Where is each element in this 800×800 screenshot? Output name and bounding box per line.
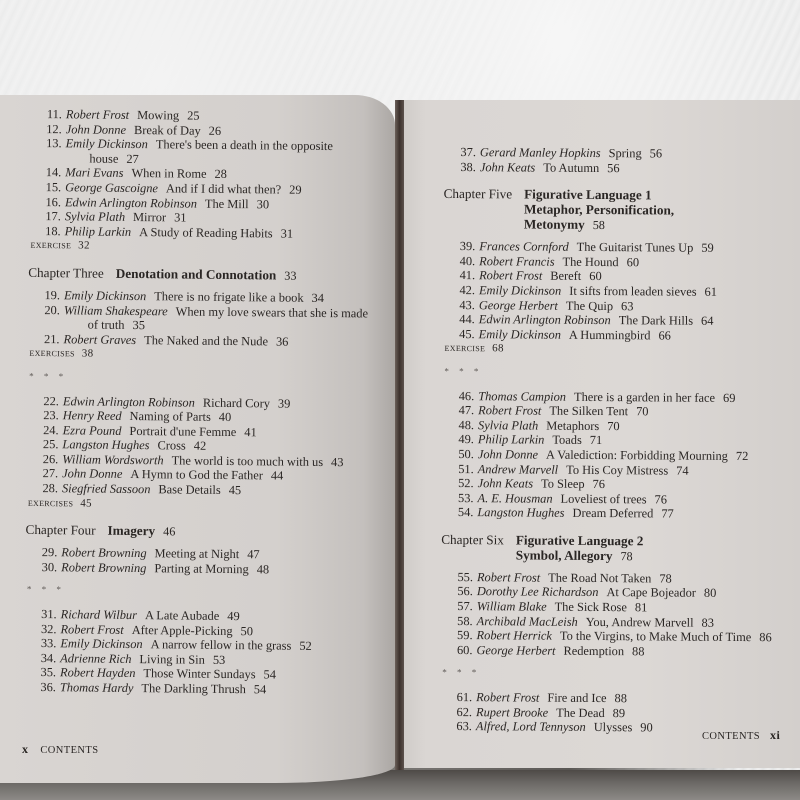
entry-author: Langston Hughes (477, 505, 565, 521)
chapter-label: Chapter Three (28, 264, 104, 281)
chapter-title-line (516, 547, 644, 564)
entry-page: 53 (212, 652, 226, 667)
entry-author: John Donne (477, 447, 539, 462)
toc-entry (37, 136, 382, 169)
entry-number: 62. (456, 704, 473, 719)
entry-number: 19. (44, 288, 61, 303)
entry-page: 77 (661, 506, 674, 521)
entry-number: 39. (459, 239, 476, 254)
chapter-title-line (524, 202, 674, 218)
entry-title: The Naked and the Nude (144, 332, 269, 349)
entry-title: Living in Sin (139, 651, 205, 667)
entry-author: Robert Browning (61, 560, 147, 576)
entry-number: 25. (42, 437, 59, 452)
entry-title: Naming of Parts (129, 409, 211, 424)
page-number: x (22, 742, 29, 756)
entry-title: Bereft (550, 269, 582, 284)
entry-number: 11. (46, 107, 62, 122)
entry-number: 54. (457, 505, 474, 520)
entry-page: 34 (311, 290, 325, 305)
right-page-contents (441, 145, 792, 736)
entry-author: John Donne (62, 466, 123, 482)
entry-number: 53. (457, 490, 474, 505)
entry-number: 29. (41, 545, 58, 560)
entry-title: Cross (157, 438, 186, 453)
entry-title: The world is too much with us (171, 453, 324, 469)
entry-author: Robert Frost (476, 570, 541, 585)
entry-page: 86 (759, 630, 772, 645)
entry-number: 18. (45, 223, 61, 238)
entry-title: Break of Day (133, 122, 201, 138)
entry-author: Robert Herrick (476, 628, 552, 643)
entry-number: 51. (458, 461, 474, 476)
entry-number: 61. (456, 690, 473, 705)
entry-author: Robert Browning (61, 545, 147, 561)
entry-number: 57. (457, 599, 473, 614)
chapter-title-text: Denotation and Connotation (115, 265, 277, 283)
entry-author: Robert Hayden (60, 665, 136, 681)
entry-page: 48 (256, 562, 270, 577)
entry-title: The Guitarist Tunes Up (576, 240, 694, 255)
entry-title: A Late Aubade (144, 608, 220, 623)
entry-page: 64 (701, 313, 714, 328)
left-page-contents (25, 107, 383, 698)
entry-author: Philip Larkin (64, 224, 132, 239)
entry-page: 30 (256, 196, 270, 211)
entry-number: 31. (41, 607, 57, 622)
entry-number: 13. (46, 136, 62, 151)
entry-page: 70 (607, 418, 620, 433)
toc-entry (36, 303, 381, 336)
entry-author: Emily Dickinson (60, 636, 143, 652)
entry-number: 49. (458, 432, 474, 447)
chapter-title (107, 523, 175, 540)
entry-author: William Shakespeare (63, 302, 168, 318)
entry-author: Sylvia Plath (64, 209, 126, 225)
exercise-page: 68 (492, 342, 504, 355)
entry-title: Redemption (563, 643, 625, 659)
entry-number: 38. (460, 159, 476, 174)
entry-title: A narrow fellow in the grass (150, 637, 292, 653)
entry-number: 22. (43, 393, 59, 408)
entry-page: 35 (132, 318, 146, 333)
entry-number: 47. (458, 403, 475, 418)
page-number: xi (770, 728, 781, 742)
toc-entry (449, 505, 789, 522)
toc-entry (33, 560, 378, 578)
chapter-title-text: Imagery (107, 523, 156, 539)
entry-number: 48. (458, 417, 475, 432)
entry-page: 36 (275, 334, 289, 349)
entry-number: 14. (45, 165, 62, 180)
entry-number: 58. (457, 613, 473, 628)
entry-title: A Study of Reading Habits (139, 224, 273, 241)
chapter-five-heading (443, 186, 791, 234)
entry-page: 88 (632, 644, 645, 659)
toc-entry (448, 643, 788, 660)
entry-page: 28 (214, 167, 227, 182)
entry-title: Toads (552, 433, 582, 448)
entry-number: 42. (459, 283, 476, 298)
exercise-text: exercises (29, 347, 75, 360)
exercise-page: 38 (81, 347, 94, 360)
entry-number: 41. (459, 268, 476, 283)
chapter-title-text: Symbol, Allegory (515, 547, 613, 564)
toc-entry (450, 447, 790, 464)
chapter-six-heading (441, 532, 789, 565)
exercise-text: exercise (444, 342, 486, 355)
exercise-label (445, 341, 791, 358)
entry-page: 80 (703, 586, 717, 601)
chapter-title-line (524, 187, 674, 203)
entry-number: 23. (43, 408, 59, 423)
entry-title: Meeting at Night (154, 546, 240, 562)
entry-page: 61 (704, 284, 717, 299)
entry-number: 44. (459, 312, 475, 327)
entry-title: The Dead (556, 705, 605, 720)
chapter-title-text: Figurative Language 2 (515, 532, 644, 549)
entry-title: To the Virgins, to Make Much of Time (559, 629, 752, 645)
chapter-title (524, 187, 674, 234)
entry-title: A Hymn to God the Father (130, 467, 263, 483)
entry-title-continued: of truth (87, 317, 125, 333)
entry-author: John Keats (477, 476, 534, 491)
entry-page: 45 (228, 483, 242, 498)
entry-author: Robert Frost (476, 690, 540, 705)
entry-author: Thomas Hardy (59, 680, 134, 696)
entry-number: 33. (40, 636, 57, 651)
entry-page: 42 (193, 438, 207, 454)
entry-author: Robert Frost (60, 621, 124, 637)
entry-author: George Herbert (476, 643, 556, 658)
chapter-title-line (116, 266, 297, 284)
entry-title: And if I did what then? (165, 181, 282, 197)
entry-page: 44 (270, 468, 284, 484)
entry-number: 16. (45, 194, 62, 209)
entry-author: Edwin Arlington Robinson (62, 393, 195, 410)
section-separator: * * * (26, 584, 65, 595)
entry-page: 43 (330, 454, 344, 470)
entry-author: William Wordsworth (62, 452, 164, 468)
chapter-page: 78 (620, 549, 633, 564)
entry-title: To Sleep (541, 476, 585, 492)
entry-number: 55. (457, 569, 474, 585)
entry-author: A. E. Housman (477, 490, 553, 506)
chapter-title-line (516, 532, 644, 548)
entry-author: Emily Dickinson (65, 136, 148, 152)
chapter-label: Chapter Six (441, 531, 504, 548)
entry-title: You, Andrew Marvell (585, 614, 694, 630)
entry-page: 26 (208, 123, 222, 138)
entry-page: 71 (589, 433, 603, 448)
entry-author: Richard Wilbur (60, 607, 138, 623)
entry-author: George Gascoigne (65, 180, 159, 196)
entry-page: 78 (659, 571, 672, 586)
entry-author: Thomas Campion (478, 388, 567, 404)
entry-page: 83 (701, 615, 715, 630)
exercise-label (30, 238, 381, 256)
entry-author: John Donne (65, 121, 127, 137)
entry-number: 34. (40, 650, 57, 666)
entry-page: 47 (247, 547, 260, 562)
entry-title: Parting at Morning (154, 561, 249, 577)
entry-number: 45. (459, 326, 475, 341)
entry-page: 56 (649, 146, 663, 161)
chapter-label: Chapter Five (443, 186, 513, 202)
entry-title: The Sick Rose (554, 599, 627, 615)
entry-title: Spring (608, 146, 642, 161)
entry-page: 63 (621, 298, 634, 313)
entry-page: 52 (299, 638, 312, 654)
exercises-label (29, 346, 380, 364)
entry-list (451, 239, 792, 344)
entry-author: Robert Frost (478, 403, 542, 418)
entry-number: 27. (42, 466, 59, 481)
entry-page: 56 (607, 160, 620, 175)
entry-title: The Road Not Taken (548, 570, 652, 586)
entry-author: George Herbert (478, 297, 558, 313)
entry-author: Rupert Brooke (475, 704, 549, 720)
entry-number: 15. (45, 180, 62, 195)
entry-author: Emily Dickinson (478, 283, 562, 298)
entry-page: 50 (240, 623, 254, 638)
entry-number: 30. (41, 559, 58, 575)
entry-number: 46. (458, 388, 475, 403)
entry-number: 60. (456, 642, 473, 657)
entry-author: Edwin Arlington Robinson (64, 194, 198, 211)
entry-title: There is no frigate like a book (154, 289, 304, 305)
exercise-text: exercises (27, 496, 74, 510)
chapter-four-heading (25, 522, 378, 542)
entry-title: The Darkling Thrush (141, 681, 246, 697)
entry-author: Adrienne Rich (60, 651, 132, 666)
entry-title: After Apple-Picking (131, 622, 233, 638)
entry-list (37, 107, 383, 242)
exercise-page: 32 (78, 239, 90, 252)
chapter-title-line (524, 217, 674, 234)
entry-title: There is a garden in her face (573, 389, 716, 405)
right-folio (702, 728, 780, 743)
entry-title: To His Coy Mistress (566, 462, 669, 478)
entry-page: 60 (626, 255, 640, 270)
entry-title: It sifts from leaden sieves (569, 283, 697, 299)
entry-page: 27 (126, 151, 139, 166)
entry-page: 69 (723, 390, 736, 405)
entry-number: 63. (456, 719, 472, 734)
entry-title: When in Rome (131, 166, 207, 182)
entry-page: 76 (654, 492, 668, 507)
entry-title: Mirror (132, 210, 167, 225)
entry-number: 43. (459, 297, 475, 312)
entry-author: Ezra Pound (62, 422, 122, 438)
toc-entry (452, 160, 792, 177)
entry-number: 50. (458, 446, 474, 462)
entry-title: Loveliest of trees (560, 491, 647, 507)
entry-number: 20. (44, 302, 60, 317)
entry-title: The Quip (565, 298, 614, 313)
chapter-title (116, 266, 297, 284)
entry-author: Philip Larkin (477, 432, 545, 447)
chapter-label: Chapter Four (25, 522, 96, 538)
entry-page: 54 (263, 667, 277, 682)
entry-number: 21. (43, 331, 60, 346)
chapter-page: 58 (592, 218, 605, 233)
exercise-text: exercise (30, 239, 72, 252)
entry-number: 35. (40, 665, 57, 680)
entry-title: A Valediction: Forbidding Mourning (546, 447, 728, 463)
entry-number: 17. (45, 209, 61, 224)
entry-number: 40. (459, 253, 476, 268)
section-separator: * * * (444, 365, 483, 377)
entry-title: The Mill (204, 196, 249, 211)
running-head: CONTENTS (40, 745, 99, 756)
entry-number: 12. (46, 121, 62, 136)
entry-page: 31 (174, 210, 187, 225)
entry-title: The Hound (562, 254, 619, 269)
exercise-page: 45 (80, 497, 92, 510)
entry-title: Dream Deferred (572, 506, 654, 521)
entry-page: 76 (592, 477, 606, 492)
entry-page: 40 (218, 410, 232, 425)
entry-title: The Silken Tent (549, 403, 629, 419)
entry-author: Mari Evans (65, 165, 124, 181)
entry-title: Metaphors (546, 418, 600, 433)
entry-page: 59 (701, 240, 714, 256)
entry-title: There's been a death in the opposite (155, 137, 333, 154)
entry-list (452, 145, 792, 177)
entry-page: 89 (612, 705, 626, 720)
entry-page: 25 (187, 108, 200, 123)
section-separator: * * * (442, 667, 481, 678)
entry-author: William Blake (476, 599, 547, 614)
chapter-title-line (107, 523, 175, 540)
entry-number: 56. (457, 584, 473, 599)
chapter-title-text: Metonymy (523, 216, 585, 233)
entry-list (448, 570, 789, 660)
chapter-title (516, 532, 644, 564)
chapter-page: 33 (284, 268, 297, 283)
entry-author: Henry Reed (62, 408, 122, 423)
entry-page: 49 (227, 609, 240, 624)
entry-page: 70 (636, 404, 649, 419)
entry-author: Archibald MacLeish (476, 613, 578, 629)
entry-author: Robert Graves (63, 331, 137, 347)
entry-number: 36. (40, 680, 56, 695)
entry-title: The Dark Hills (618, 313, 694, 328)
entry-page: 90 (640, 720, 653, 735)
entry-list (32, 607, 378, 698)
entry-page: 81 (634, 600, 648, 615)
entry-list (449, 389, 790, 523)
entry-title: Mowing (137, 108, 180, 123)
book-spine (395, 100, 404, 770)
entry-title-continued: house (89, 151, 119, 166)
entry-title: Those Winter Sundays (143, 666, 256, 682)
entry-list (33, 545, 378, 578)
entry-author: Robert Frost (479, 268, 543, 284)
entry-page: 74 (676, 463, 689, 478)
entry-number: 52. (458, 476, 474, 491)
entry-title: To Autumn (543, 160, 600, 175)
entry-number: 28. (42, 481, 59, 496)
entry-title: Portrait d'une Femme (129, 423, 237, 439)
entry-author: Andrew Marvell (477, 461, 559, 477)
entry-title: Ulysses (593, 720, 633, 735)
section-separator: * * * (29, 370, 68, 382)
entry-author: Siegfried Sassoon (61, 481, 151, 497)
entry-author: John Keats (479, 159, 536, 175)
entry-list (35, 288, 381, 350)
entry-title: At Cape Bojeador (606, 585, 697, 601)
entry-title: Base Details (158, 482, 221, 497)
entry-list (34, 393, 380, 499)
entry-number: 26. (42, 451, 59, 467)
entry-title: Richard Cory (202, 395, 271, 410)
entry-page: 72 (735, 448, 749, 463)
left-folio (22, 742, 98, 757)
entry-page: 60 (589, 269, 602, 284)
entry-author: Robert Francis (479, 253, 555, 269)
entry-page: 88 (614, 691, 627, 706)
entry-author: Emily Dickinson (478, 326, 561, 342)
chapter-page: 46 (163, 524, 176, 539)
entry-author: Edwin Arlington Robinson (478, 312, 611, 328)
entry-title: A Hummingbird (568, 327, 651, 343)
chapter-title-text: Metaphor, Personification, (524, 201, 675, 218)
entry-page: 29 (289, 182, 302, 197)
entry-author: Gerard Manley Hopkins (479, 145, 601, 161)
entry-author: Alfred, Lord Tennyson (475, 719, 586, 735)
entry-number: 32. (40, 621, 57, 636)
entry-author: Sylvia Plath (477, 417, 539, 433)
entry-page: 39 (277, 396, 291, 411)
running-head: CONTENTS (702, 731, 761, 742)
entry-author: Langston Hughes (62, 437, 150, 453)
chapter-title-text: Figurative Language 1 (524, 186, 652, 203)
entry-page: 66 (658, 328, 671, 343)
exercises-label (28, 496, 379, 514)
entry-title: When my love swears that she is made (175, 303, 369, 320)
entry-number: 59. (457, 628, 473, 643)
entry-page: 31 (280, 226, 294, 241)
entry-page: 41 (244, 424, 257, 439)
entry-title: Fire and Ice (547, 690, 607, 706)
entry-author: Emily Dickinson (63, 288, 147, 304)
entry-page: 54 (253, 682, 267, 697)
entry-number: 37. (460, 145, 476, 160)
entry-author: Dorothy Lee Richardson (476, 584, 599, 600)
entry-author: Frances Cornford (479, 239, 569, 255)
entry-number: 24. (43, 422, 59, 437)
entry-author: Robert Frost (65, 107, 130, 122)
chapter-three-heading (28, 265, 381, 285)
